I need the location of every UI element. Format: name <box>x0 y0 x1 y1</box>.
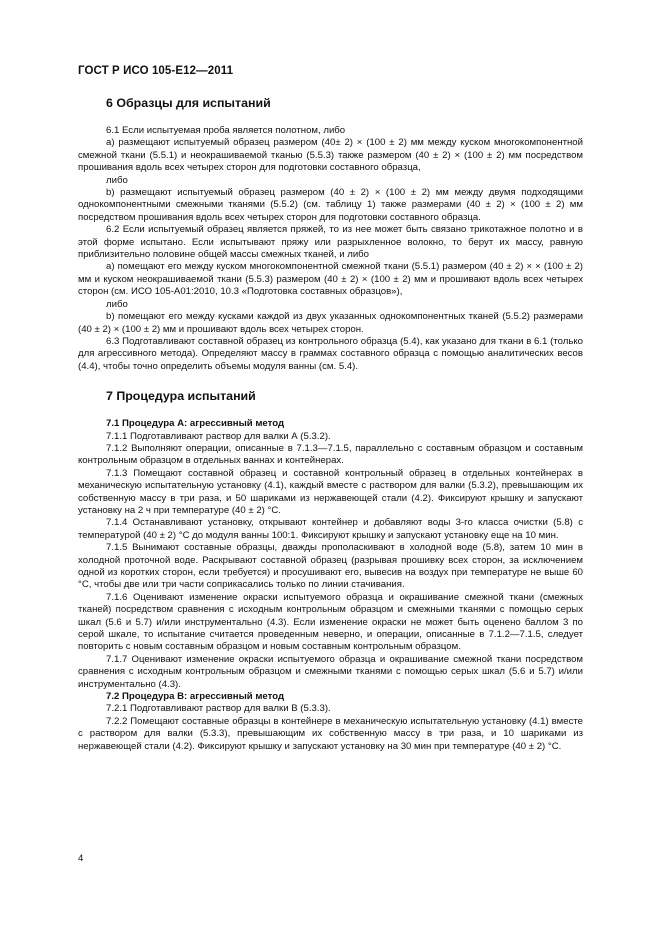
paragraph-either-2: либо <box>106 298 128 310</box>
paragraph-6-2-a: a) помещают его между куском многокомпонентной смежной ткани (5.5.1) размером (40 ± 2) × × (100 ± 2) мм и куском неокрашиваемой ткани (5.5.3) размером (40 ± 2) × (100 ± 2) мм и прошивают вдоль всех четырех сторон (см. ИСО 105-А01:2010, 10.3 «Подготовка составных образцов»), <box>78 261 583 298</box>
paragraph-7-1-5: 7.1.5 Вынимают составные образцы, дважды прополаскивают в холодной воде (5.8), затем 10 мин в холодной проточной воде. Раскрывают составной образец (разрывая прошивку всех сторон, за исключением одной из коротких сторон, если требуется) и просушивают его, вывесив на воздух при температуре не выше 60 °С, чтобы две или три части соприкасались только по линии стачивания. <box>78 542 583 591</box>
page-number: 4 <box>78 853 84 864</box>
paragraph-6-2-b: b) помещают его между кусками каждой из двух указанных однокомпонентных тканей (5.5.2) размерами (40 ± 2) × (100 ± 2) мм и прошивают вдоль всех четырех сторон. <box>78 311 583 335</box>
paragraph-7-2-2: 7.2.2 Помещают составные образцы в контейнере в механическую испытательную установку (4.1) вместе с раствором для валки (5.3.3), превышающим их собственную массу в три раза, и 10 шариками из нержавеющей стали (4.2). Фиксируют крышку и запускают установку на 30 мин при температуре (40 ± 2) °С. <box>78 715 583 752</box>
paragraph-7-1-3: 7.1.3 Помещают составной образец и составной контрольный образец в отдельных контейнерах в механическую испытательную установку (4.1), каждый вместе с раствором для валки (5.3.2), превышающим их собственную массу в три раза, и 50 шариками из нержавеющей стали (4.2). Фиксируют крышку и запускают установку на 2 ч при температуре (40 ± 2) °С. <box>78 467 583 516</box>
paragraph-6-3: 6.3 Подготавливают составной образец из контрольного образца (5.4), как указано для ткани в 6.1 (только для агрессивного метода). Определяют массу в граммах составного образца с помощью аналитических весов (4.4), чтобы точно определить объемы модуля ванны (см. 5.4). <box>78 335 583 372</box>
document-body <box>78 96 583 753</box>
paragraph-7-2-1: 7.2.1 Подготавливают раствор для валки В (5.3.3). <box>106 703 331 715</box>
paragraph-7-1-7: 7.1.7 Оценивают изменение окраски испытуемого образца и окрашивание смежной ткани посредством сравнения с исходным контрольным образцом и смежными тканями с помощью серых шкал (5.6 и 5.7) и/или инструментально (4.3). <box>78 653 583 690</box>
section-6-heading: 6 Образцы для испытаний <box>106 96 271 110</box>
paragraph-6-2: 6.2 Если испытуемый образец является пряжей, то из нее может быть связано трикотажное полотно и в этой форме испытано. Если испытывают пряжу или разрыхленное волокно, то берут их массу, равную приблизительно половине общей массы смежных тканей, и либо <box>78 224 583 261</box>
paragraph-6-1-b: b) размещают испытуемый образец размером (40 ± 2) × (100 ± 2) мм между двумя подходящими однокомпонентными смежными тканями (5.5.2) (см. таблицу 1) также размерами (40 ± 2) × (100 ± 2) мм посредством прошивания вдоль всех четырех сторон для подготовки составного образца. <box>78 187 583 223</box>
paragraph-7-1-2: 7.1.2 Выполняют операции, описанные в 7.1.3—7.1.5, параллельно с составным образцом и составным контрольным образцом в отдельных ваннах и контейнерах. <box>78 442 583 467</box>
paragraph-7-1-1: 7.1.1 Подготавливают раствор для валки А (5.3.2). <box>106 430 331 442</box>
paragraph-6-1-a: a) размещают испытуемый образец размером (40± 2) × (100 ± 2) мм между куском многокомпонентной смежной ткани (5.5.1) и неокрашиваемой тканью (5.5.3) также размером (40 ± 2) × (100 ± 2) мм посредством прошивания вдоль всех четырех сторон для подготовки составного образца, <box>78 137 583 174</box>
subsection-7-1-heading: 7.1 Процедура А: агрессивный метод <box>106 418 285 430</box>
paragraph-7-1-6: 7.1.6 Оценивают изменение окраски испытуемого образца и окрашивание смежной ткани (смежных тканей) посредством сравнения с исходным контрольным образцом и смежными тканями с помощью серых шкал (5.6 и 5.7) и/или инструментально (4.3). Если изменение окраски не может быть оценено баллом 3 по серой шкале, то испытание считается проведенным неверно, и операции, описанные в 7.1.2—7.1.5, следует повторить с новым составным образцом и новым составным контрольным образцом. <box>78 591 583 653</box>
document-header: ГОСТ Р ИСО 105-E12—2011 <box>78 65 234 77</box>
paragraph-7-1-4: 7.1.4 Останавливают установку, открывают контейнер и добавляют воды 3-го класса очистки (5.8) с температурой (40 ± 2) °С до модуля ванны 100:1. Фиксируют крышку и запускают установку еще на 10 мин. <box>78 517 583 541</box>
paragraph-either: либо <box>106 174 128 186</box>
paragraph-6-1: 6.1 Если испытуемая проба является полотном, либо <box>106 125 346 136</box>
subsection-7-2-heading: 7.2 Процедура В: агрессивный метод <box>106 691 285 703</box>
section-7-heading: 7 Процедура испытаний <box>106 389 256 404</box>
